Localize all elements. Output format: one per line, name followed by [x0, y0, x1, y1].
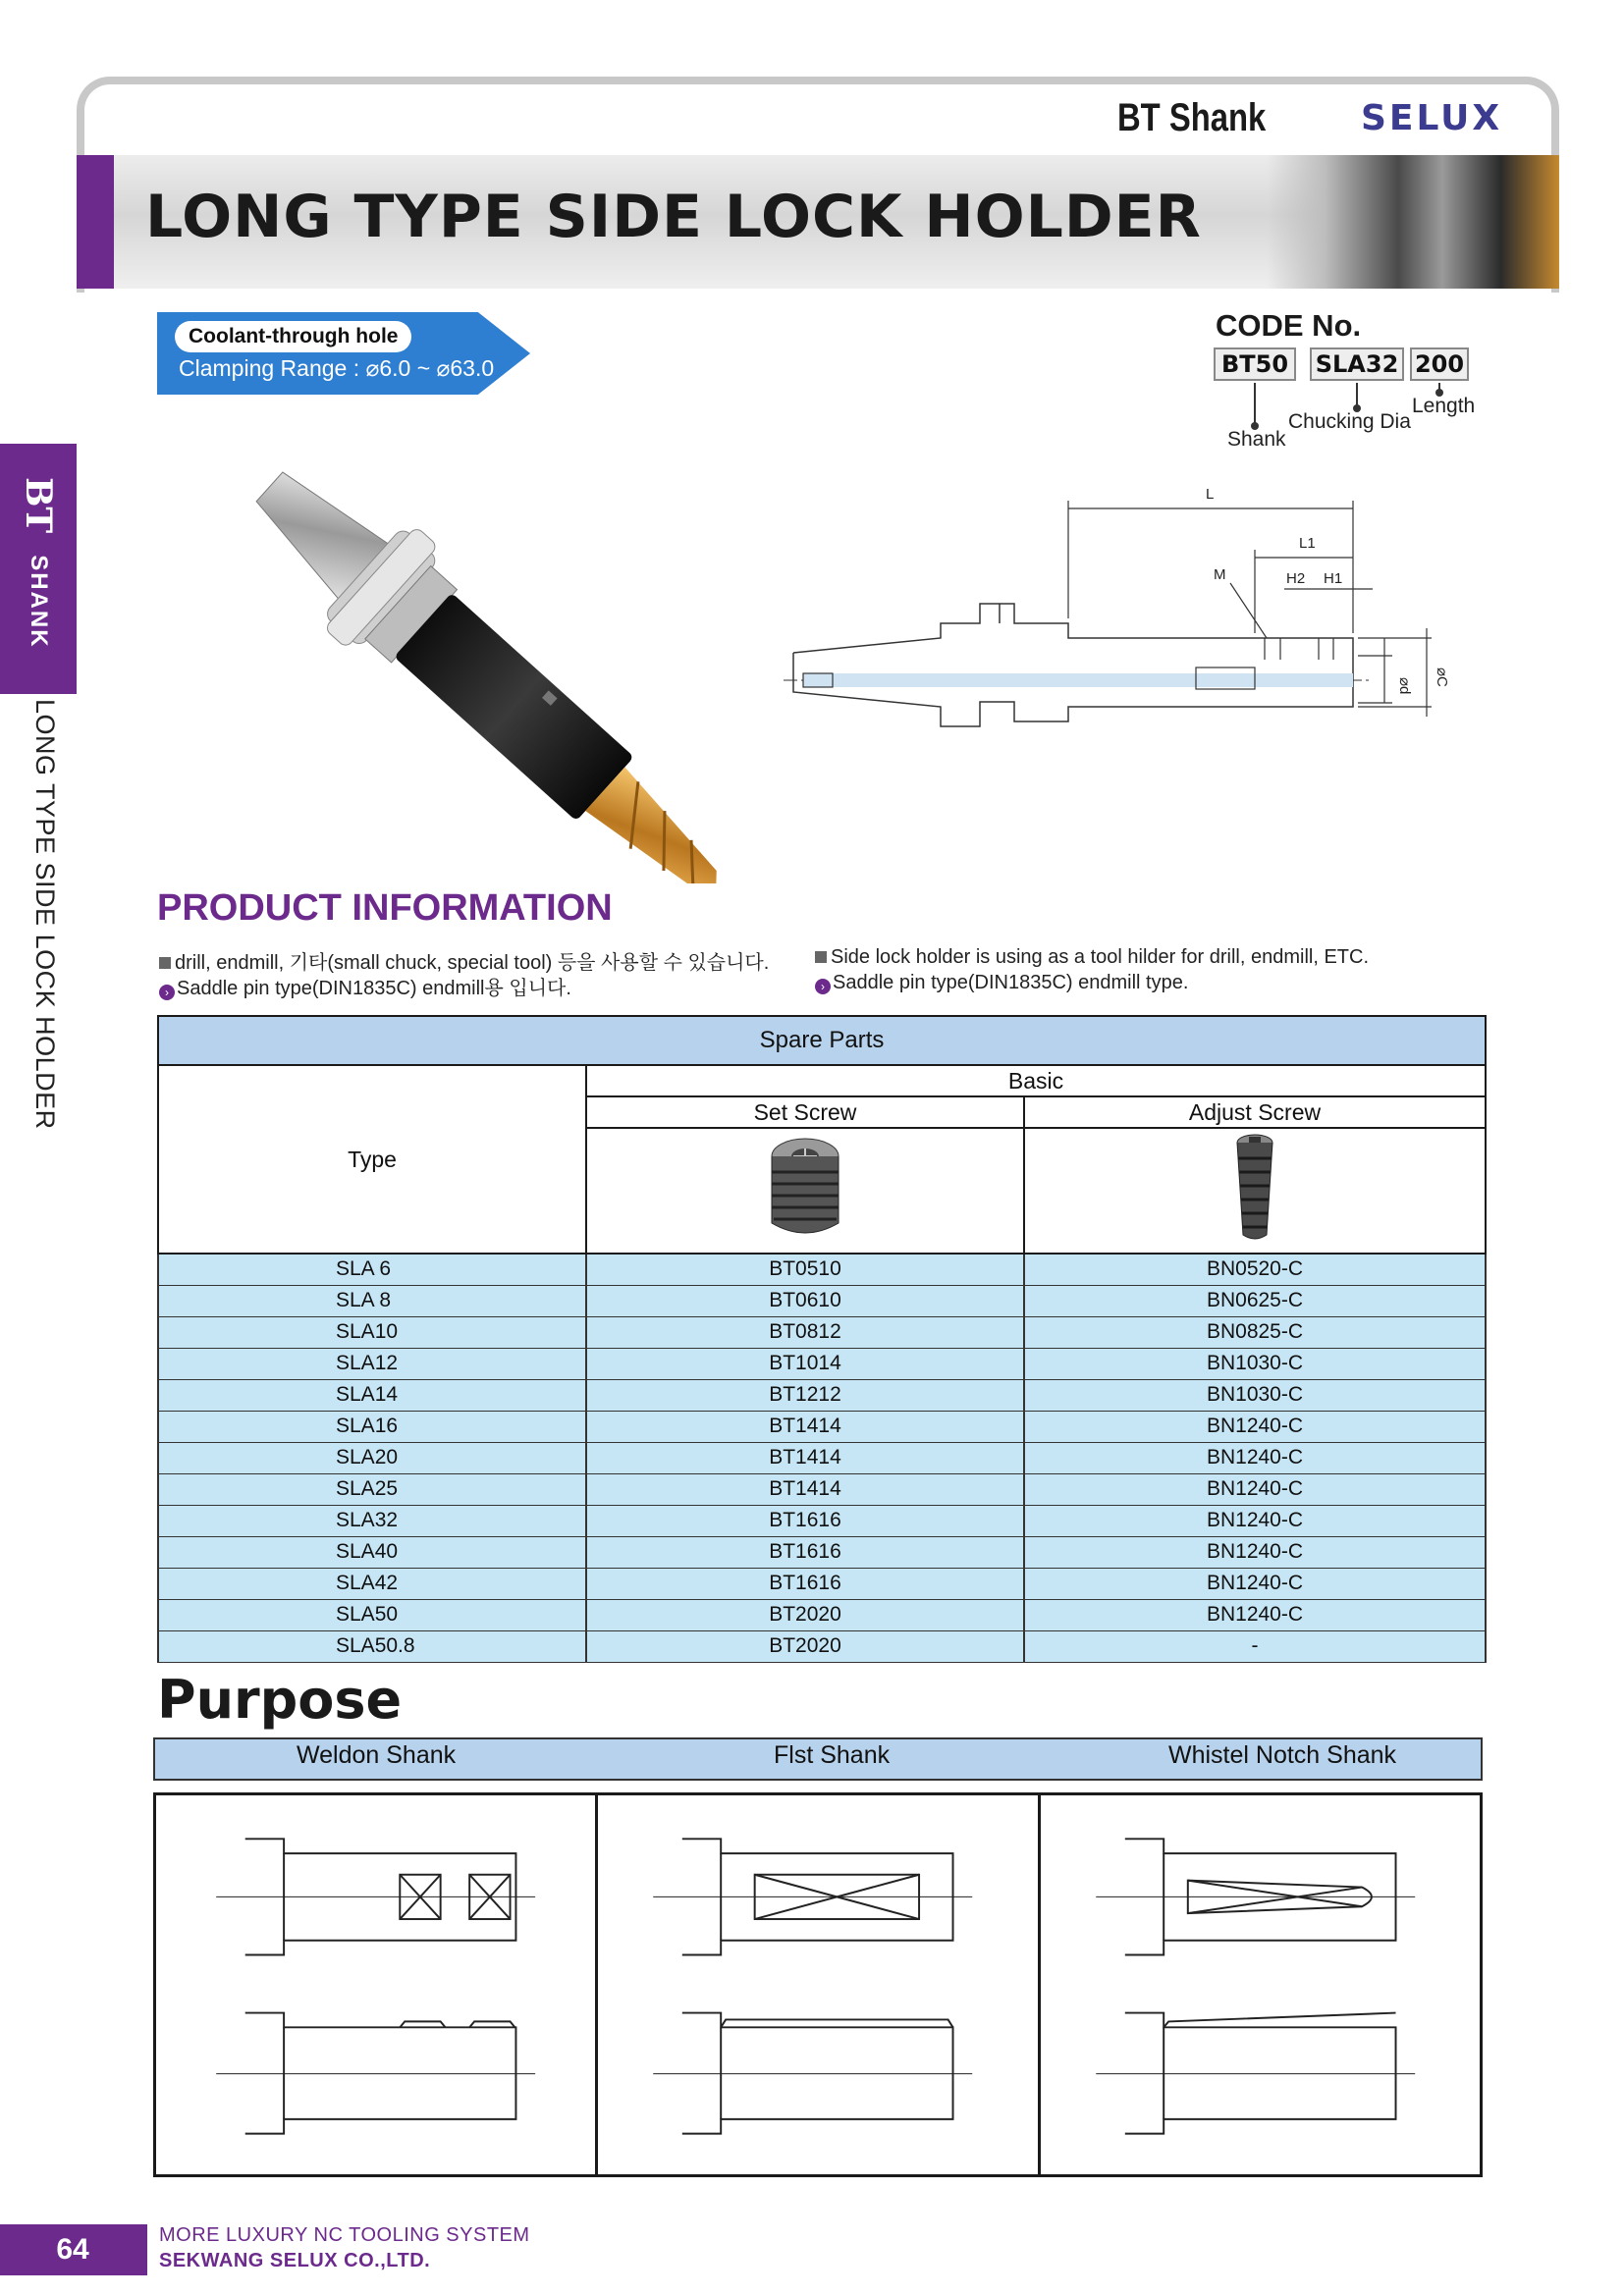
purpose-col-flat: Flst Shank: [774, 1741, 891, 1769]
purpose-diagrams: [153, 1792, 1483, 2177]
adjust-screw-cell: BN1240-C: [1024, 1536, 1486, 1568]
type-cell: SLA 6: [158, 1254, 586, 1285]
brand-logo: SELUX: [1361, 98, 1503, 138]
dim-d: ⌀d: [1396, 677, 1413, 695]
group-header: Basic: [586, 1065, 1486, 1096]
table-row: [158, 1630, 1486, 1662]
adjust-screw-cell: BN1240-C: [1024, 1599, 1486, 1630]
adjust-screw-cell: BN1240-C: [1024, 1568, 1486, 1599]
page-number: 64: [0, 2224, 147, 2275]
product-info-heading: PRODUCT INFORMATION: [157, 887, 613, 929]
set-screw-header: Set Screw: [586, 1096, 1024, 1128]
adjust-screw-cell: BN0520-C: [1024, 1254, 1486, 1285]
adjust-screw-header: Adjust Screw: [1024, 1096, 1486, 1128]
dim-c: ⌀C: [1434, 667, 1450, 687]
product-photo: [157, 471, 805, 883]
set-screw-image: [761, 1133, 849, 1243]
page-title: LONG TYPE SIDE LOCK HOLDER: [145, 183, 1202, 251]
type-cell: SLA32: [158, 1505, 586, 1536]
type-cell: SLA42: [158, 1568, 586, 1599]
adjust-screw-cell: BN0625-C: [1024, 1285, 1486, 1316]
type-header: Type: [158, 1065, 586, 1254]
set-screw-cell: BT1212: [586, 1379, 1024, 1411]
set-screw-cell: BT0510: [586, 1254, 1024, 1285]
table-row: [158, 1568, 1486, 1599]
adjust-screw-image-cell: [1024, 1128, 1486, 1254]
set-screw-cell: BT2020: [586, 1599, 1024, 1630]
type-cell: SLA10: [158, 1316, 586, 1348]
dim-h2: H2: [1286, 570, 1306, 587]
whistle-notch-shank-diagram: [1041, 1795, 1480, 2174]
adjust-screw-cell: BN1030-C: [1024, 1379, 1486, 1411]
dim-m: M: [1214, 566, 1226, 583]
type-cell: SLA14: [158, 1379, 586, 1411]
series-label: BT Shank: [1117, 96, 1267, 139]
info-english-1: Side lock holder is using as a tool hilder for drill, endmill, ETC.: [815, 946, 1369, 969]
set-screw-cell: BT0812: [586, 1316, 1024, 1348]
table-row: [158, 1379, 1486, 1411]
table-row: [158, 1348, 1486, 1379]
table-row: [158, 1442, 1486, 1473]
dim-l1: L1: [1299, 535, 1316, 552]
side-tab-word: SHANK: [26, 555, 52, 649]
side-caption: LONG TYPE SIDE LOCK HOLDER: [30, 699, 60, 1130]
type-cell: SLA 8: [158, 1285, 586, 1316]
header-photo: [1267, 155, 1559, 289]
set-screw-cell: BT0610: [586, 1285, 1024, 1316]
table-row: [158, 1473, 1486, 1505]
set-screw-cell: BT1414: [586, 1442, 1024, 1473]
code-label-shank: Shank: [1227, 428, 1286, 451]
adjust-screw-image: [1225, 1131, 1284, 1245]
adjust-screw-cell: BN1240-C: [1024, 1505, 1486, 1536]
code-leader-shank: [1254, 383, 1256, 426]
weldon-shank-drawing: [156, 1795, 595, 2174]
footer-company: SEKWANG SELUX CO.,LTD.: [159, 2250, 431, 2271]
spare-parts-table: [157, 1015, 1487, 1663]
whistle-notch-shank-drawing: [1041, 1795, 1480, 2174]
purpose-heading: Purpose: [157, 1669, 403, 1731]
side-tab: [0, 444, 77, 694]
code-label-length: Length: [1412, 395, 1476, 417]
table-row: [158, 1285, 1486, 1316]
code-part-shank: BT50: [1214, 347, 1296, 381]
set-screw-cell: BT2020: [586, 1630, 1024, 1662]
info-korean-2: › Saddle pin type(DIN1835C) endmill용 입니다.: [159, 972, 571, 1000]
adjust-screw-cell: BN1030-C: [1024, 1348, 1486, 1379]
table-row: [158, 1599, 1486, 1630]
spare-parts-title: Spare Parts: [158, 1016, 1486, 1065]
type-cell: SLA40: [158, 1536, 586, 1568]
table-row: [158, 1505, 1486, 1536]
adjust-screw-cell: -: [1024, 1630, 1486, 1662]
flat-shank-drawing: [598, 1795, 1037, 2174]
code-title: CODE No.: [1216, 308, 1362, 343]
adjust-screw-cell: BN1240-C: [1024, 1411, 1486, 1442]
adjust-screw-cell: BN1240-C: [1024, 1473, 1486, 1505]
code-part-length: 200: [1410, 347, 1469, 381]
code-label-dia: Chucking Dia: [1288, 410, 1411, 433]
type-cell: SLA25: [158, 1473, 586, 1505]
adjust-screw-cell: BN0825-C: [1024, 1316, 1486, 1348]
side-tab-series: BT: [18, 477, 59, 534]
weldon-shank-diagram: [156, 1795, 598, 2174]
set-screw-cell: BT1616: [586, 1536, 1024, 1568]
set-screw-cell: BT1616: [586, 1568, 1024, 1599]
info-english-2: › Saddle pin type(DIN1835C) endmill type.: [815, 972, 1188, 994]
info-korean-1: drill, endmill, 기타(small chuck, special tool) 등을 사용할 수 있습니다.: [159, 946, 769, 975]
type-cell: SLA50.8: [158, 1630, 586, 1662]
dim-l: L: [1206, 486, 1215, 503]
set-screw-cell: BT1414: [586, 1411, 1024, 1442]
set-screw-cell: BT1014: [586, 1348, 1024, 1379]
set-screw-image-cell: [586, 1128, 1024, 1254]
header-accent-bar: [77, 155, 114, 289]
purpose-col-whistle: Whistel Notch Shank: [1168, 1741, 1397, 1769]
technical-drawing: [784, 481, 1490, 775]
type-cell: SLA50: [158, 1599, 586, 1630]
set-screw-cell: BT1616: [586, 1505, 1024, 1536]
table-row: [158, 1411, 1486, 1442]
flat-shank-diagram: [598, 1795, 1040, 2174]
code-part-dia: SLA32: [1310, 347, 1404, 381]
table-row: [158, 1254, 1486, 1285]
adjust-screw-cell: BN1240-C: [1024, 1442, 1486, 1473]
set-screw-cell: BT1414: [586, 1473, 1024, 1505]
type-cell: SLA12: [158, 1348, 586, 1379]
purpose-col-weldon: Weldon Shank: [297, 1741, 457, 1769]
footer-tagline: MORE LUXURY NC TOOLING SYSTEM: [159, 2224, 530, 2246]
clamping-range: Clamping Range : ⌀6.0 ~ ⌀63.0: [179, 355, 495, 381]
dim-h1: H1: [1324, 570, 1343, 587]
table-row: [158, 1536, 1486, 1568]
feature-badge: Coolant-through hole: [175, 321, 411, 352]
type-cell: SLA16: [158, 1411, 586, 1442]
type-cell: SLA20: [158, 1442, 586, 1473]
table-row: [158, 1316, 1486, 1348]
